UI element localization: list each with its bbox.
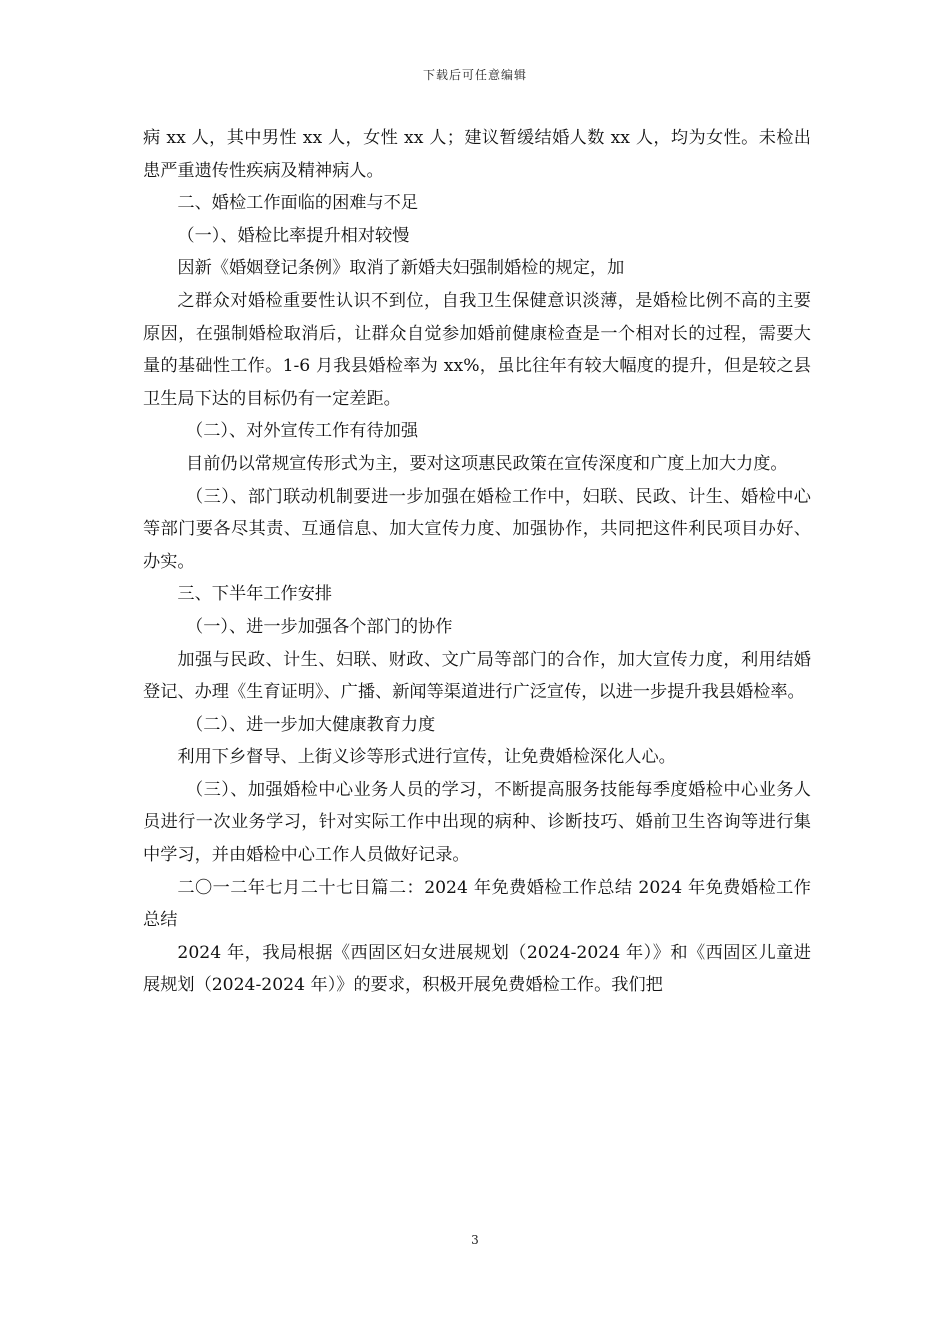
subsection-heading-3-3: （三）、加强婚检中心业务人员的学习，不断提高服务技能每季度婚检中心业务人员进行一次业务学习，针对实际工作中出现的病种、诊断技巧、婚前卫生咨询等进行集中学习，并由婚检中心工作人员做好记录。 xyxy=(143,779,811,866)
subsection-heading-3-2: （二）、进一步加大健康教育力度 xyxy=(186,714,436,735)
paragraph-1: 病 xx 人，其中男性 xx 人，女性 xx 人；建议暂缓结婚人数 xx 人，均为女性。未检出患严重遗传性疾病及精神病人。 xyxy=(143,128,811,181)
page-header: 下载后可任意编辑 xyxy=(422,68,527,82)
paragraph-8: 2024 年，我局根据《西固区妇女进展规划（2024-2024 年）》和《西固区儿童进展规划（2024-2024 年）》的要求，积极开展免费婚检工作。我们把 xyxy=(143,942,811,996)
page-number: 3 xyxy=(471,1233,479,1247)
document-body xyxy=(143,122,811,1002)
subsection-heading-3-1: （一）、进一步加强各个部门的协作 xyxy=(186,616,453,637)
paragraph-4: 目前仍以常规宣传形式为主，要对这项惠民政策在宣传深度和广度上加大力度。 xyxy=(186,453,788,474)
paragraph-7: 二〇一二年七月二十七日篇二：2024 年免费婚检工作总结 2024 年免费婚检工作总结 xyxy=(143,877,811,931)
paragraph-6: 利用下乡督导、上街义诊等形式进行宣传，让免费婚检深化人心。 xyxy=(177,747,676,768)
paragraph-3: 之群众对婚检重要性认识不到位，自我卫生保健意识淡薄，是婚检比例不高的主要原因，在强制婚检取消后，让群众自觉参加婚前健康检查是一个相对长的过程，需要大量的基础性工作。1-6 月我县婚检率为 xx%，虽比往年有较大幅度的提升，但是较之县卫生局下达的目标仍有一定差距。 xyxy=(143,290,811,409)
subsection-heading-2-1: （一）、婚检比率提升相对较慢 xyxy=(177,225,410,246)
paragraph-2: 因新《婚姻登记条例》取消了新婚夫妇强制婚检的规定，加 xyxy=(177,258,625,279)
subsection-heading-2-3: （三）、部门联动机制要进一步加强在婚检工作中，妇联、民政、计生、婚检中心等部门要各尽其责、互通信息、加大宣传力度、加强协作，共同把这件利民项目办好、办实。 xyxy=(143,486,811,572)
section-heading-3: 三、下半年工作安排 xyxy=(177,584,333,605)
section-heading-2: 二、婚检工作面临的困难与不足 xyxy=(177,193,419,214)
subsection-heading-2-2: （二）、对外宣传工作有待加强 xyxy=(186,421,419,442)
paragraph-5: 加强与民政、计生、妇联、财政、文广局等部门的合作，加大宣传力度，利用结婚登记、办理《生育证明》、广播、新闻等渠道进行广泛宣传，以进一步提升我县婚检率。 xyxy=(143,649,811,703)
